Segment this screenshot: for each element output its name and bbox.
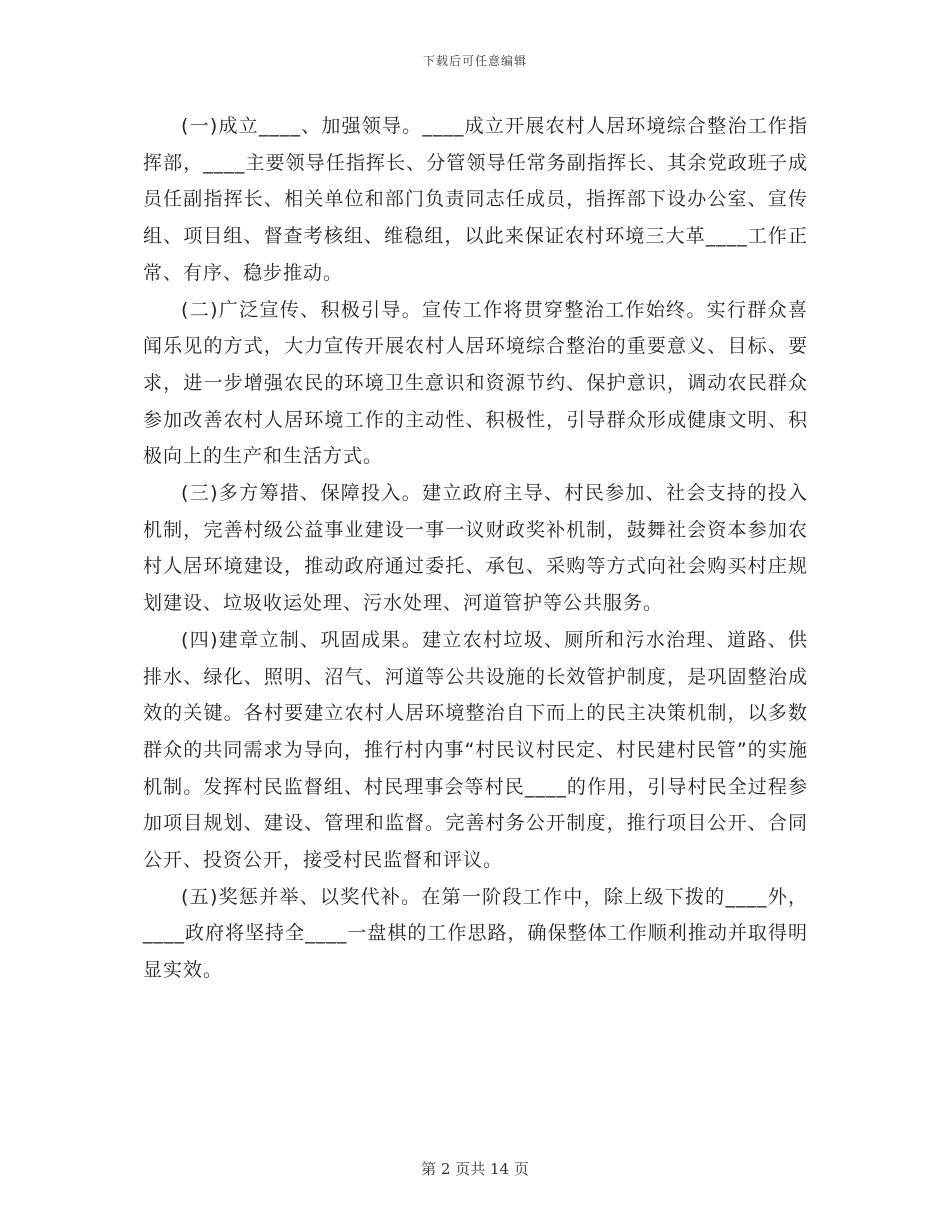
- paragraph-3: (三)多方筹措、保障投入。建立政府主导、村民参加、社会支持的投入机制，完善村级公益事业建设一事一议财政奖补机制，鼓舞社会资本参加农村人居环境建设，推动政府通过委托、承包、采购等方式向社会购买村庄规划建设、垃圾收运处理、污水处理、河道管护等公共服务。: [143, 482, 808, 615]
- paragraph-5: (五)奖惩并举、以奖代补。在第一阶段工作中，除上级下拨的____外，____政府将坚持全____一盘棋的工作思路，确保整体工作顺利推动并取得明显实效。: [143, 885, 808, 982]
- page-number-footer: 第 2 页共 14 页: [421, 1160, 529, 1178]
- paragraph-2: (二)广泛宣传、积极引导。宣传工作将贯穿整治工作始终。实行群众喜闻乐见的方式，大力宣传开展农村人居环境综合整治的重要意义、目标、要求，进一步增强农民的环境卫生意识和资源节约、保护意识，调动农民群众参加改善农村人居环境工作的主动性、积极性，引导群众形成健康文明、积极向上的生产和生活方式。: [143, 298, 808, 468]
- paragraph-1: (一)成立____、加强领导。____成立开展农村人居环境综合整治工作指挥部，____主要领导任指挥长、分管领导任常务副指挥长、其余党政班子成员任副指挥长、相关单位和部门负责同志任成员，指挥部下设办公室、宣传组、项目组、督查考核组、维稳组，以此来保证农村环境三大革____工作正常、有序、稳步推动。: [143, 115, 808, 284]
- page-header: 下载后可任意编辑: [422, 54, 527, 68]
- document-body: [143, 108, 808, 989]
- paragraph-4: (四)建章立制、巩固成果。建立农村垃圾、厕所和污水治理、道路、供排水、绿化、照明、沼气、河道等公共设施的长效管护制度，是巩固整治成效的关键。各村要建立农村人居环境整治自下而上的民主决策机制，以多数群众的共同需求为导向，推行村内事“村民议村民定、村民建村民管”的实施机制。发挥村民监督组、村民理事会等村民____的作用，引导村民全过程参加项目规划、建设、管理和监督。完善村务公开制度，推行项目公开、合同公开、投资公开，接受村民监督和评议。: [143, 628, 808, 872]
